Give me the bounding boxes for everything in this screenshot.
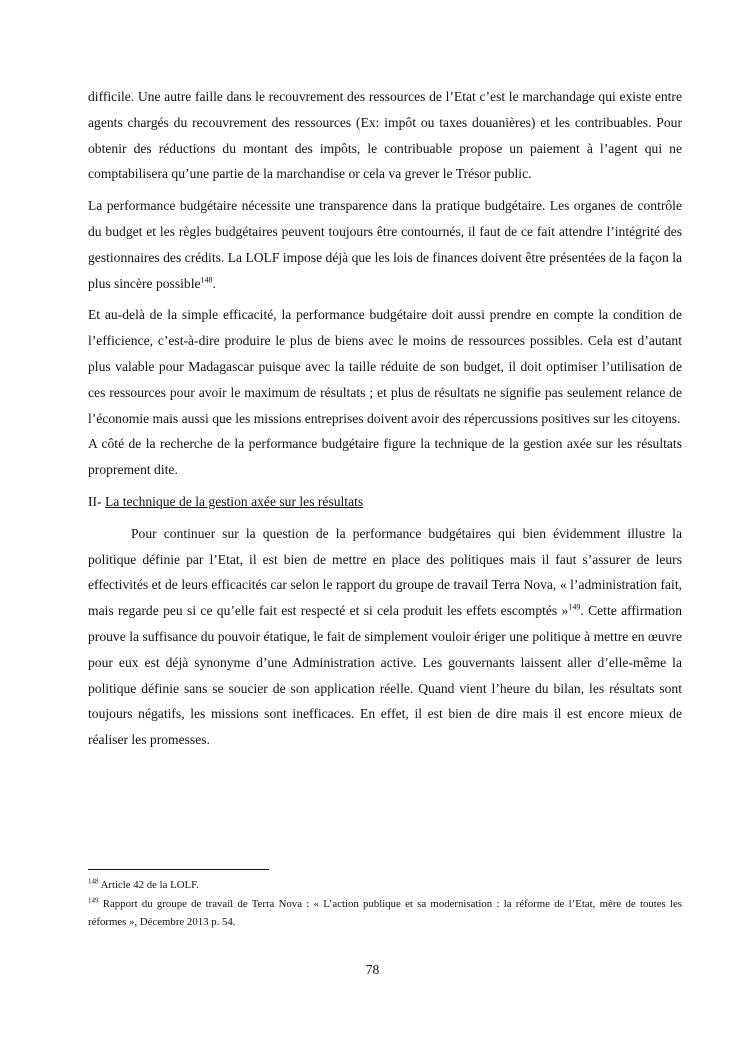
footnote-149 xyxy=(88,895,682,932)
paragraph-1: difficile. Une autre faille dans le recouvrement des ressources de l’Etat c’est le marchandage qui existe entre agents chargés du recouvrement des ressources (Ex: impôt ou taxes douanières) et les contribuables. Pour obtenir des réductions du montant des impôts, le contribuable propose un paiement à l’agent qui ne comptabilisera qu’une partie de la marchandise or cela va grever le Trésor public. xyxy=(88,89,682,182)
section-heading xyxy=(88,489,682,515)
footnote-148 xyxy=(88,876,682,895)
paragraph-4: A côté de la recherche de la performance budgétaire figure la technique de la gestion axée sur les résultats proprement dite. xyxy=(88,436,682,478)
footnotes xyxy=(88,876,682,932)
paragraph-3: Et au-delà de la simple efficacité, la performance budgétaire doit aussi prendre en compte la condition de l’efficience, c’est-à-dire produire le plus de biens avec le moins de ressources possibles. Cela est d’autant plus valable pour Madagascar puisque avec la taille réduite de son budget, il doit optimiser l’utilisation de ces ressources pour avoir le maximum de résultats ; et plus de résultats ne signifie pas seulement relance de l’économie mais aussi que les missions entreprises doivent avoir des répercussions positives sur les citoyens. xyxy=(88,307,682,426)
footnote-ref-148: 148 xyxy=(200,275,213,285)
footnote-text: Article 42 de la LOLF. xyxy=(100,879,199,891)
footnote-number: 149 xyxy=(88,895,99,904)
footnote-ref-149: 149 xyxy=(568,602,581,612)
footnote-number: 148 xyxy=(88,877,99,886)
section-number: II- xyxy=(88,493,102,509)
paragraph-2-end: . xyxy=(212,275,216,291)
section-title: La technique de la gestion axée sur les résultats xyxy=(105,493,364,509)
footnote-divider xyxy=(88,869,269,870)
footnote-text: Rapport du groupe de travail de Terra Nova : « L’action publique et sa modernisation : la réforme de l’Etat, mère de toutes les réformes », Décembre 2013 p. 54. xyxy=(88,897,682,928)
paragraph-5-end: . Cette affirmation prouve la suffisance du pouvoir étatique, le fait de simplement vouloir ériger une politique à mettre en œuvre pour eux est déjà synonyme d’une Administration active. Les gouvernants laissent aller d’elle-même la politique définie sans se soucier de son application réelle. Quand vient l’heure du bilan, les résultats sont toujours négatifs, les missions sont inefficaces. En effet, il est bien de dire mais il est encore mieux de réaliser les promesses. xyxy=(88,603,682,748)
paragraph-5-text: Pour continuer sur la question de la performance budgétaires qui bien évidemment illustre la politique définie par l’Etat, il est bien de mettre en place des politiques mais il faut s’assurer de leurs effectivités et de leurs efficacités car selon le rapport du groupe de travail Terra Nova, « l’administration fait, mais regarde peu si ce qu’elle fait est respecté et si cela produit les effets escomptés » xyxy=(88,525,682,619)
paragraph-2-text: La performance budgétaire nécessite une transparence dans la pratique budgétaire. Les organes de contrôle du budget et les règles budgétaires peuvent toujours être contournés, il faut de ce fait attendre l’intégrité des gestionnaires des crédits. La LOLF impose déjà que les lois de finances doivent être présentées de la façon la plus sincère possible xyxy=(88,198,682,291)
page-body xyxy=(88,84,682,753)
paragraph-2 xyxy=(88,193,682,296)
paragraph-5 xyxy=(88,521,682,753)
page-number: 78 xyxy=(365,962,380,977)
